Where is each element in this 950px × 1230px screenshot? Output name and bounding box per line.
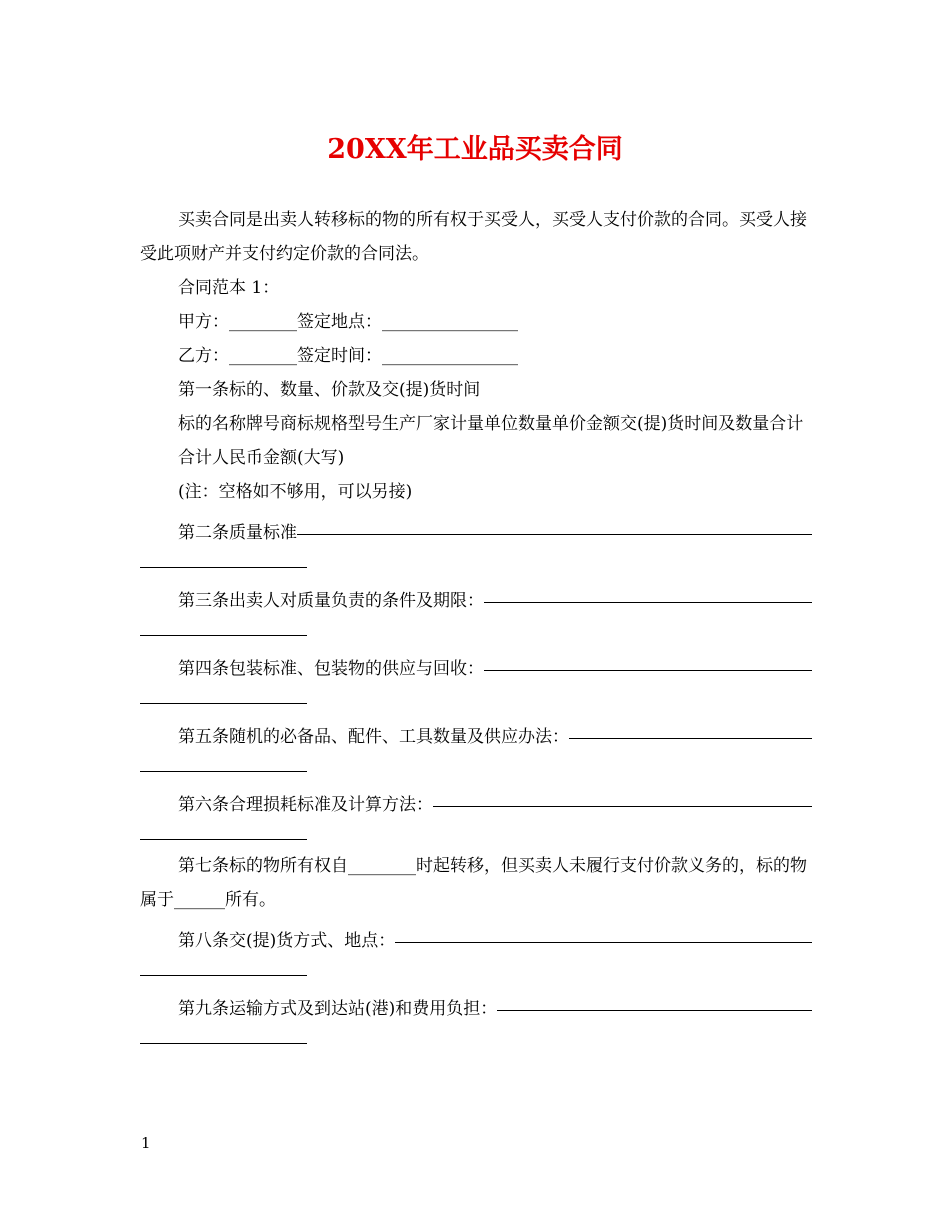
article-2-blank [297, 533, 812, 535]
article-6-continuation-blank [140, 815, 307, 849]
article-6-blank [433, 805, 812, 807]
article-6-row [140, 781, 812, 815]
article-8-blank [395, 941, 812, 943]
article-9-row [140, 985, 812, 1019]
article-2-row [140, 509, 812, 543]
article-2-label: 第二条质量标准 [178, 523, 297, 543]
article-5-row [140, 713, 812, 747]
article-3-row [140, 577, 812, 611]
article-3-label: 第三条出卖人对质量负责的条件及期限： [178, 591, 484, 611]
document-body [140, 203, 812, 1053]
article-2-continuation-blank [140, 543, 307, 577]
article-5-label: 第五条随机的必备品、配件、工具数量及供应办法： [178, 727, 569, 747]
article-1-title: 第一条标的、数量、价款及交(提)货时间 [178, 380, 481, 400]
article-8-label: 第八条交(提)货方式、地点： [178, 931, 396, 951]
article-9-continuation-blank [140, 1019, 307, 1053]
template-label: 合同范本 1： [178, 278, 280, 298]
article-1-columns: 标的名称牌号商标规格型号生产厂家计量单位数量单价金额交(提)货时间及数量合计 [178, 414, 804, 434]
article-5-blank [569, 737, 812, 739]
article-7-paragraph: 第七条标的物所有权自________时起转移，但买卖人未履行支付价款义务的，标的物属于______所有。 [140, 856, 807, 910]
article-4-label: 第四条包装标准、包装物的供应与回收： [178, 659, 484, 679]
article-8-continuation-blank [140, 951, 307, 985]
party-b-line: 乙方：________签定时间：________________ [178, 346, 518, 366]
article-3-blank [484, 601, 812, 603]
total-amount-line: 合计人民币金额(大写) [178, 448, 345, 468]
note-line: (注：空格如不够用，可以另接) [178, 482, 413, 502]
article-3-continuation-blank [140, 611, 307, 645]
article-9-label: 第九条运输方式及到达站(港)和费用负担： [178, 999, 498, 1019]
document-title: 20XX年工业品买卖合同 [327, 134, 623, 165]
article-8-row [140, 917, 812, 951]
page-number: 1 [141, 1134, 151, 1152]
article-6-label: 第六条合理损耗标准及计算方法： [178, 795, 433, 815]
intro-paragraph: 买卖合同是出卖人转移标的物的所有权于买受人，买受人支付价款的合同。买受人接受此项财产并支付约定价款的合同法。 [140, 210, 807, 264]
article-9-blank [497, 1009, 812, 1011]
party-a-line: 甲方：________签定地点：________________ [178, 312, 518, 332]
article-4-blank [484, 669, 812, 671]
article-4-continuation-blank [140, 679, 307, 713]
article-5-continuation-blank [140, 747, 307, 781]
article-4-row [140, 645, 812, 679]
